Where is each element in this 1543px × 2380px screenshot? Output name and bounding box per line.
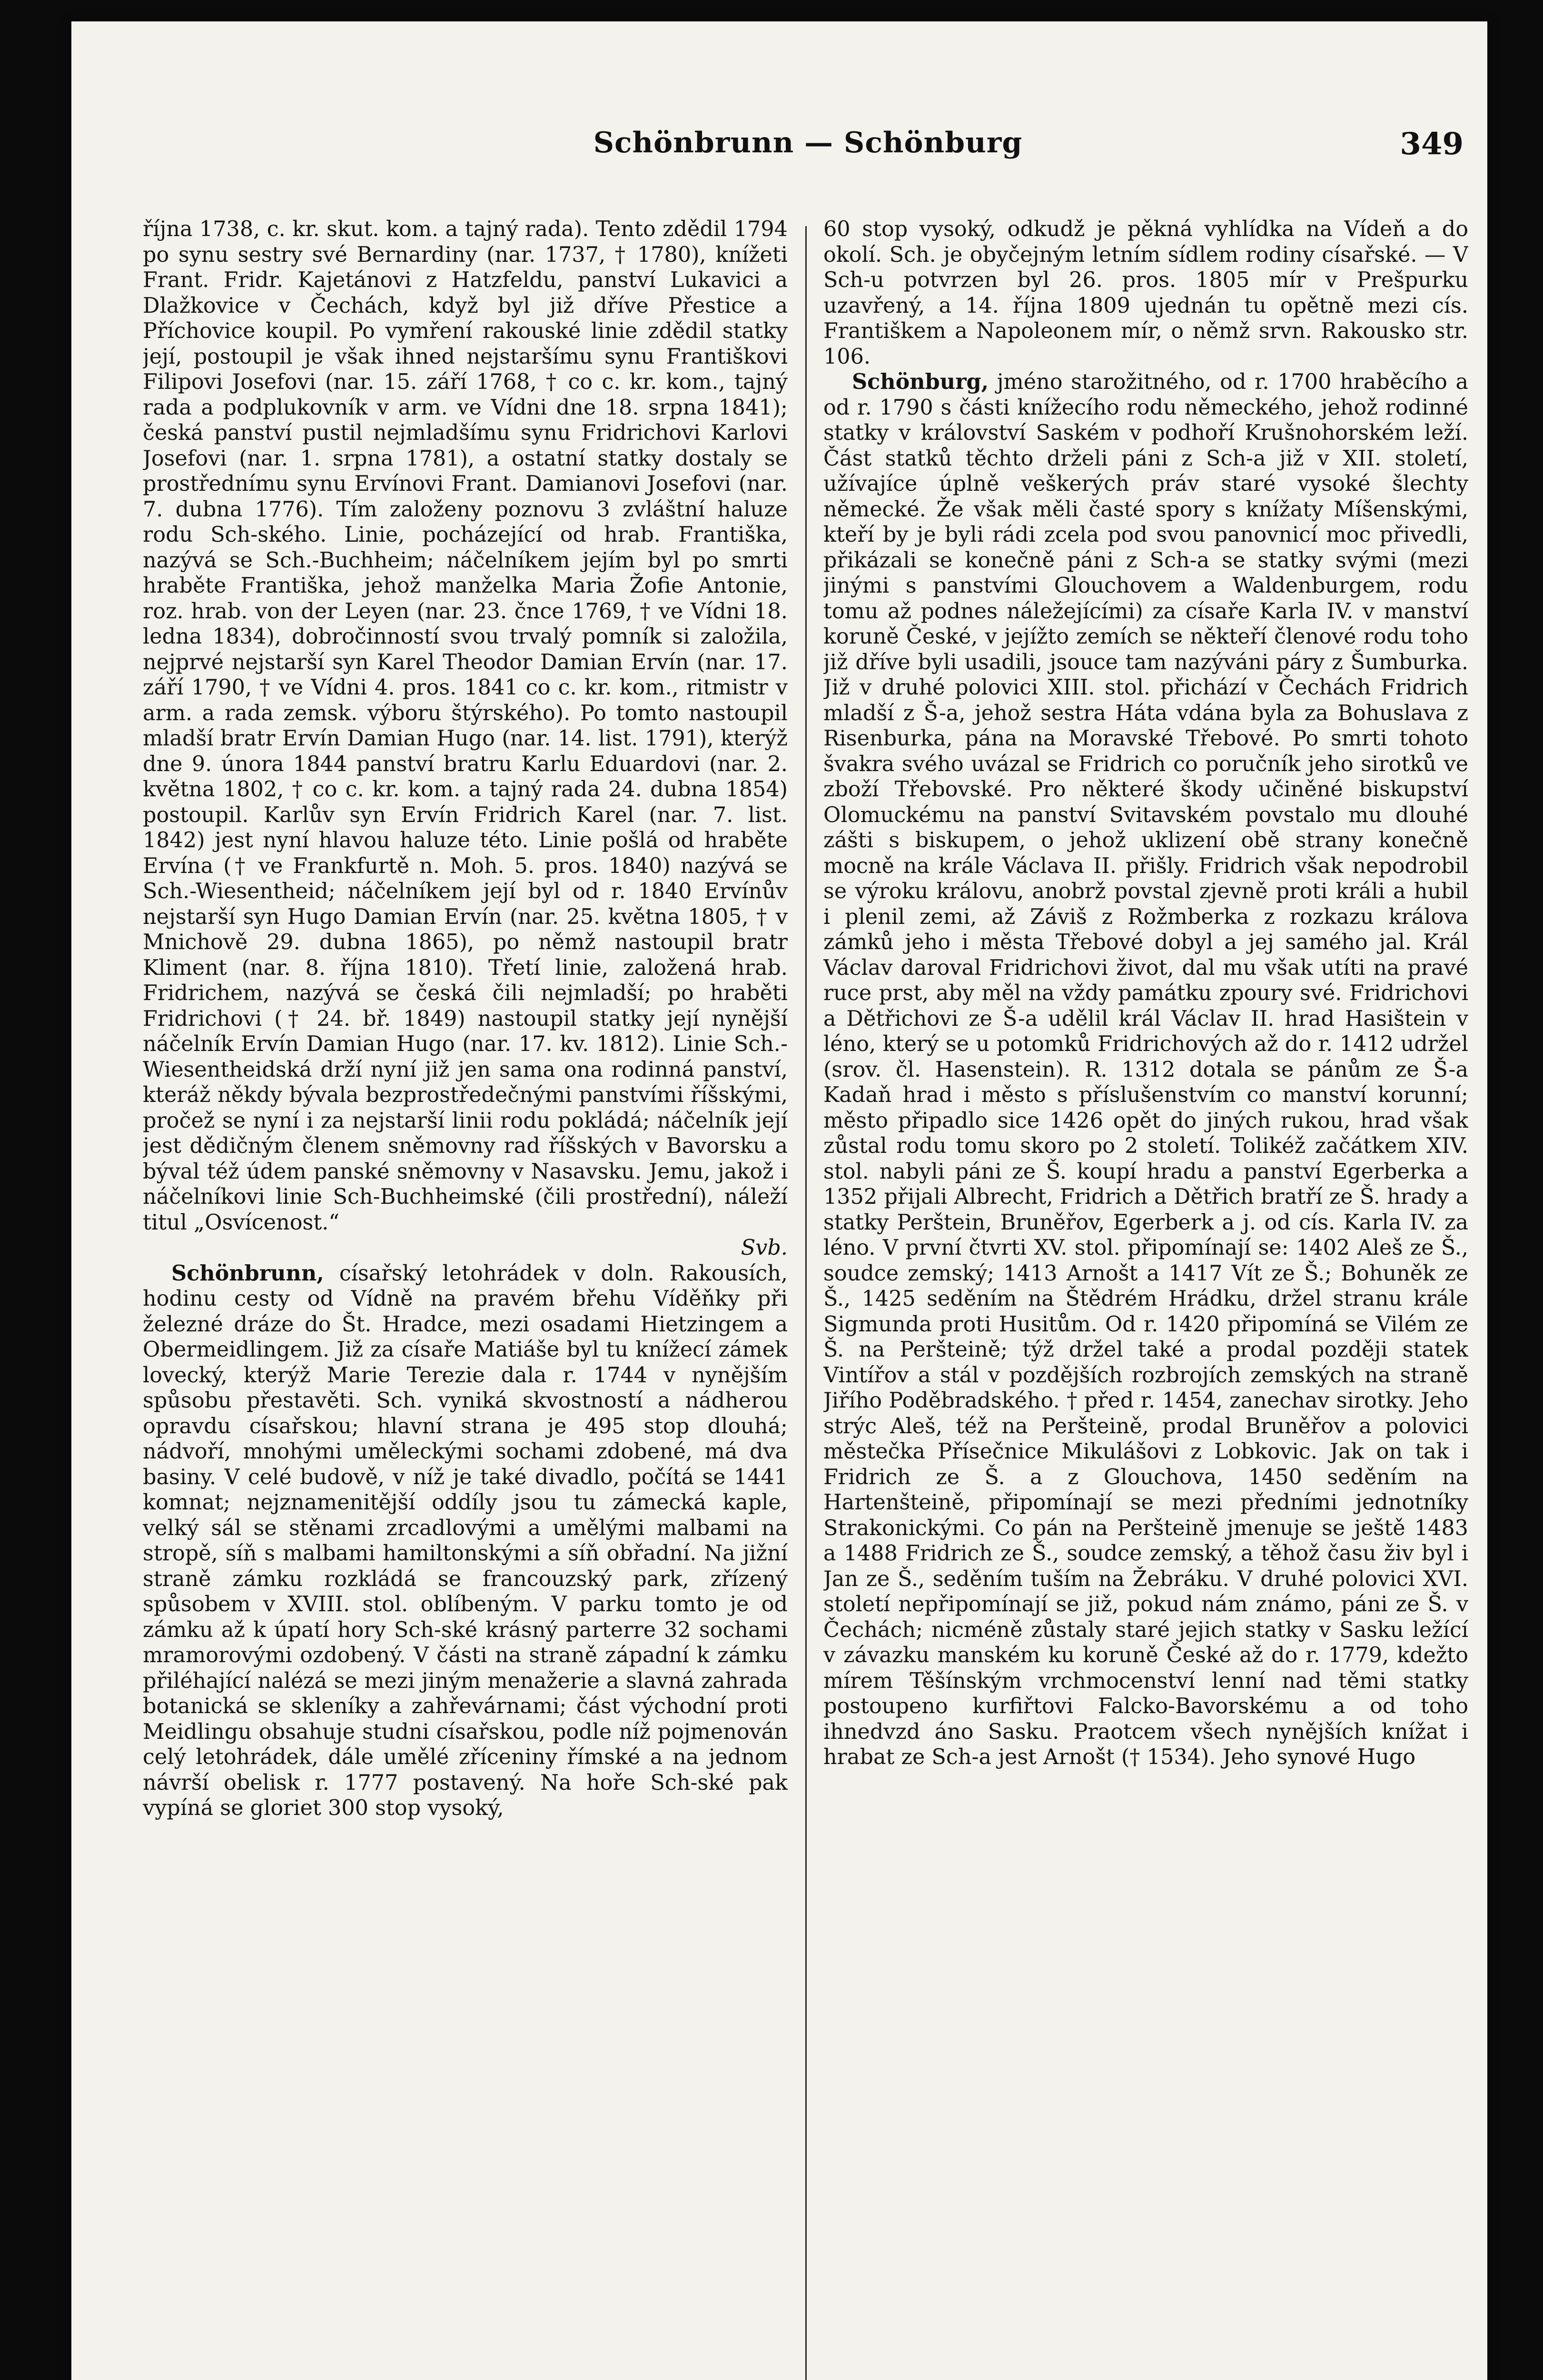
entry-text-schonbrunn: císařský letohrádek v doln. Rakousích, hodinu cesty od Vídně na pravém břehu Víděňky při železné dráze do Št. Hradce, mezi osadami Hietzingem a Obermeidlingem. Již za císaře Matiáše byl tu knížecí zámek lovecký, kterýž Marie Terezie dala r. 1744 v nynějším spůsobu přestavěti. Sch. vyniká skvostností a nádherou opravdu císařskou; hlavní strana je 495 stop dlouhá; nádvoří, mnohými uměleckými sochami zdobené, má dva basiny. V celé budově, v níž je také divadlo, počítá se 1441 komnat; nejznamenitější oddíly jsou tu zámecká kaple, velký sál se stěnami zrcadlovými a umělými malbami na stropě, síň s malbami hamiltonskými a síň obřadní. Na jižní straně zámku rozkládá se francouzský park, zřízený spůsobem v XVIII. stol. oblíbeným. V parku tomto je od zámku až k úpatí hory Sch-ské krásný parterre 32 sochami mramorovými ozdobený. V části na straně západní k zámku přiléhající nalézá se mezi jiným menažerie a slavná zahrada botanická se skleníky a zahřevárnami; část východní proti Meidlingu obsahuje studni císařskou, podle níž pojmenován celý letohrádek, dále umělé zříceniny římské a na jednom návrší obelisk r. 1777 postavený. Na hoře Sch-ské pak vypíná se gloriet 300 stop vysoký, <box>143 1261 788 1820</box>
paragraph-schonburg-entry <box>823 369 1468 1770</box>
book-page <box>71 21 1487 2380</box>
text-columns <box>143 217 1466 2380</box>
entry-headword-schonbrunn: Schönbrunn, <box>171 1260 324 1286</box>
paragraph-schonbrunn-continued: 60 stop vysoký, odkudž je pěkná vyhlídka na Vídeň a do okolí. Sch. je obyčejným letním sídlem rodiny císařské. — V Sch-u potvrzen byl 26. pros. 1805 mír v Prešpurku uzavřený, a 14. října 1809 ujednán tu opětně mezi cís. Františkem a Napoleonem mír, o němž srvn. Rakousko str. 106. <box>823 217 1468 369</box>
running-head: Schönbrunn — Schönburg <box>593 126 1023 159</box>
left-column <box>143 217 788 2380</box>
right-column <box>823 217 1468 2380</box>
paragraph-schonbrunn-entry <box>143 1261 788 1821</box>
page-number: 349 <box>1400 126 1464 162</box>
column-divider <box>805 226 807 2380</box>
page-header <box>148 126 1468 178</box>
author-signature: Svb. <box>741 1236 788 1260</box>
paragraph-schonbrunn-family: října 1738, c. kr. skut. kom. a tajný rada). Tento zdědil 1794 po synu sestry své Bernardiny (nar. 1737, † 1780), knížeti Frant. Fridr. Kajetánovi z Hatzfeldu, panství Lukavici a Dlažkovice v Čechách, když byl již dříve Přestice a Příchovice koupil. Po vymření rakouské linie zdědil statky její, postoupil je však ihned nejstaršímu synu Františkovi Filipovi Josefovi (nar. 15. září 1768, † co c. kr. kom., tajný rada a podplukovník v arm. ve Vídni dne 18. srpna 1841); česká panství pustil nejmladšímu synu Fridrichovi Karlovi Josefovi (nar. 1. srpna 1781), a ostatní statky dostaly se prostřednímu synu Ervínovi Frant. Damianovi Josefovi (nar. 7. dubna 1776). Tím založeny poznovu 3 zvláštní haluze rodu Sch-ského. Linie, pocházející od hrab. Františka, nazývá se Sch.-Buchheim; náčelníkem jejím byl po smrti hraběte Františka, jehož manželka Maria Žofie Antonie, roz. hrab. von der Leyen (nar. 23. čnce 1769, † ve Vídni 18. ledna 1834), dobročinností svou trvalý pomník si založila, nejprvé nejstarší syn Karel Theodor Damian Ervín (nar. 17. září 1790, † ve Vídni 4. pros. 1841 co c. kr. kom., ritmistr v arm. a rada zemsk. výboru štýrského). Po tomto nastoupil mladší bratr Ervín Damian Hugo (nar. 14. list. 1791), kterýž dne 9. února 1844 panství bratru Karlu Eduardovi (nar. 2. května 1802, † co c. kr. kom. a tajný rada 24. dubna 1854) postoupil. Karlův syn Ervín Fridrich Karel (nar. 7. list. 1842) jest nyní hlavou haluze této. Linie pošlá od hraběte Ervína († ve Frankfurtě n. Moh. 5. pros. 1840) nazývá se Sch.-Wiesentheid; náčelníkem její byl od r. 1840 Ervínův nejstarší syn Hugo Damian Ervín (nar. 25. května 1805, † v Mnichově 29. dubna 1865), po němž nastoupil bratr Kliment (nar. 8. října 1810). Třetí linie, založená hrab. Fridrichem, nazývá se česká čili nejmladší; po hraběti Fridrichovi († 24. bř. 1849) nastoupil statky její nynější náčelník Ervín Damian Hugo (nar. 17. kv. 1812). Linie Sch.-Wiesentheidská drží nyní již jen sama ona rodinná panství, kteráž někdy bývala bezprostředečnými panstvími říšskými, pročež se nyní i za nejstarší linii rodu pokládá; náčelník její jest dědičným členem sněmovny rad říšských v Bavorsku a býval též údem panské sněmovny v Nasavsku. Jemu, jakož i náčelníkovi linie Sch-Buchheimské (čili prostřední), náleží titul „Osvícenost.“ <box>143 217 788 1235</box>
entry-text-schonburg: jméno starožitného, od r. 1700 hraběcího a od r. 1790 s části knížecího rodu německého, jehož rodinné statky v království Saském v podhoří Krušnohorském leží. Část statků těchto drželi páni z Sch-a již v XII. století, užívajíce úplně veškerých práv staré vysoké šlechty německé. Že však měli časté spory s knížaty Míšenskými, kteří by je byli rádi zcela pod svou panovnicí moc přivedli, přikázali se konečně páni z Sch-a se statky svými (mezi jinými s panstvími Glouchovem a Waldenburgem, rodu tomu až podnes náležejícími) za císaře Karla IV. v manství koruně České, v jejížto zemích se někteří členové rodu toho již dříve byli usadili, jsouce tam nazýváni páry z Šumburka. Již v druhé polovici XIII. stol. přichází v Čechách Fridrich mladší z Š-a, jehož sestra Háta vdána byla za Bohuslava z Risenburka, pána na Moravské Třebové. Po smrti tohoto švakra svého uvázal se Fridrich co poručník jeho sirotků ve zboží Třebovské. Pro některé škody učiněné biskupství Olomuckému na panství Svitavském povstalo mu dlouhé zášti s biskupem, o jehož uklizení obě strany konečně mocně na krále Václava II. přišly. Fridrich však nepodrobil se výroku královu, anobrž povstal zjevně proti králi a hubil i plenil zemi, až Záviš z Rožmberka z rozkazu králova zámků jeho i města Třebové dobyl a jej samého jal. Král Václav daroval Fridrichovi život, dal mu však utíti na pravé ruce prst, aby měl na vždy památku zpoury své. Fridrichovi a Dětřichovi ze Š-a udělil král Václav II. hrad Hasištein v léno, který se u potomků Fridrichových až do r. 1412 udržel (srov. čl. Hasenstein). R. 1312 dotala se pánům ze Š-a Kadaň hrad i město s příslušenstvím co manství korunní; město připadlo sice 1426 opět do jiných rukou, hrad však zůstal rodu tomu skoro po 2 století. Tolikéž začátkem XIV. stol. nabyli páni ze Š. koupí hradu a panství Egerberka a 1352 přijali Albrecht, Fridrich a Dětřich bratří ze Š. hrady a statky Perštein, Bruněřov, Egerberk a j. od cís. Karla IV. za léno. V první čtvrti XV. stol. připomínají se: 1402 Aleš ze Š., soudce zemský; 1413 Arnošt a 1417 Vít ze Š.; Bohuněk ze Š., 1425 seděním na Štědrém Hrádku, držel stranu krále Sigmunda proti Husitům. Od r. 1420 připomíná se Vilém ze Š. na Peršteině; týž držel také a prodal později statek Vintířov a stál v pozdějších rozbrojích zemských na straně Jiřího Poděbradského. † před r. 1454, zanechav sirotky. Jeho strýc Aleš, též na Peršteině, prodal Bruněřov a polovici městečka Přísečnice Mikulášovi z Lobkovic. Jak on tak i Fridrich ze Š. a z Glouchova, 1450 seděním na Hartenšteině, připomínají se mezi předními jednotníky Strakonickými. Co pán na Peršteině jmenuje se ještě 1483 a 1488 Fridrich ze Š., soudce zemský, a těhož času živ byl i Jan ze Š., seděním tuším na Žebráku. V druhé polovici XVI. století nepřipomínají se již, pokud nám známo, páni ze Š. v Čechách; nicméně zůstaly staré jejich statky v Sasku ležící v závazku manském ku koruně České až do r. 1779, kdežto mírem Těšínským vrchmocenství lenní nad těmi statky postoupeno kurfiřtovi Falcko-Bavorskému a od toho ihnedvzd áno Sasku. Praotcem všech nynějších knížat i hrabat ze Sch-a jest Arnošt († 1534). Jeho synové Hugo <box>823 370 1468 1769</box>
entry-headword-schonburg: Schönburg, <box>852 369 989 394</box>
